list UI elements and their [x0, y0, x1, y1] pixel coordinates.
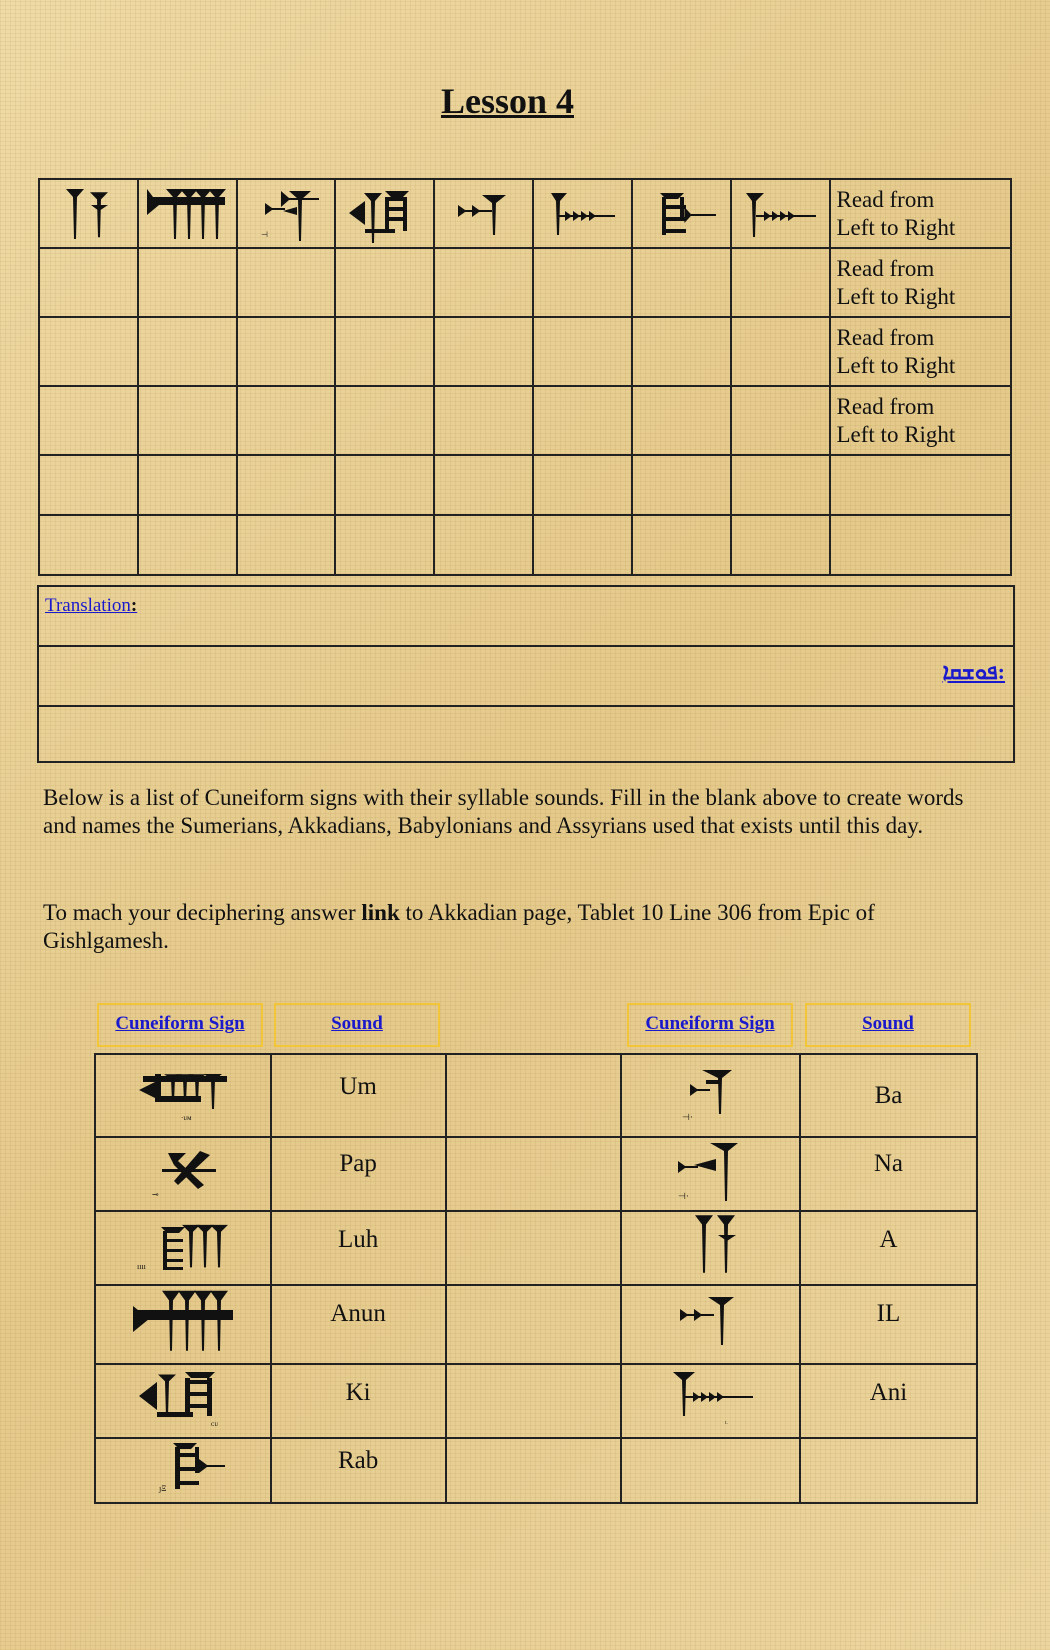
- header-sound-left[interactable]: Sound: [274, 1003, 440, 1047]
- grid-cell-blank[interactable]: [632, 386, 731, 455]
- instructions-paragraph: Below is a list of Cuneiform signs with their syllable sounds. Fill in the blank above to create words and names the Sumerians, Akkadians, Babylonians and Assyrians used that exists until this day.: [43, 785, 964, 838]
- grid-cell-blank[interactable]: [138, 248, 237, 317]
- grid-cell-blank[interactable]: [731, 248, 830, 317]
- grid-cell-blank[interactable]: [138, 317, 237, 386]
- sign-cell: [95, 1211, 271, 1285]
- grid-cell-blank[interactable]: [39, 515, 138, 575]
- header-cuneiform-sign-right[interactable]: Cuneiform Sign: [627, 1003, 793, 1047]
- um-sign-icon: [135, 1060, 231, 1124]
- grid-cell-blank[interactable]: [434, 515, 533, 575]
- grid-cell-sign: [39, 179, 138, 248]
- grid-cell-sign: [632, 179, 731, 248]
- sign-cell: [621, 1364, 800, 1438]
- grid-cell-blank[interactable]: [533, 386, 632, 455]
- translation-colon: :: [130, 595, 138, 616]
- grid-cell-blank[interactable]: [632, 515, 731, 575]
- grid-cell-blank[interactable]: [533, 248, 632, 317]
- page-title: Lesson 4: [440, 81, 575, 121]
- sound-cell: Luh: [271, 1211, 446, 1285]
- translation-row[interactable]: [39, 585, 1013, 645]
- grid-cell-blank[interactable]: [237, 248, 336, 317]
- grid-row: [39, 455, 1011, 515]
- ani-sign-icon: [547, 185, 617, 243]
- ani-sign-icon: [742, 185, 818, 243]
- sound-cell-empty: [800, 1438, 977, 1503]
- grid-cell-blank[interactable]: [632, 317, 731, 386]
- table-row: [95, 1137, 977, 1211]
- sign-cell: [95, 1285, 271, 1364]
- grid-cell-blank[interactable]: [138, 515, 237, 575]
- grid-row: [39, 248, 1011, 317]
- spacer-cell: [446, 1364, 621, 1438]
- sign-cell: [95, 1438, 271, 1503]
- read-direction-label: [830, 386, 1012, 455]
- sound-cell: A: [800, 1211, 977, 1285]
- sound-cell: Pap: [271, 1137, 446, 1211]
- anun-sign-icon: [131, 1286, 235, 1356]
- translation-answer-row[interactable]: [39, 705, 1013, 761]
- il-sign-icon: [454, 185, 514, 243]
- grid-cell-blank[interactable]: [731, 386, 830, 455]
- sign-cell: [95, 1137, 271, 1211]
- svg-text:⊣·: ⊣·: [678, 1190, 690, 1201]
- grid-cell-sign: [434, 179, 533, 248]
- grid-cell-blank[interactable]: [830, 515, 1012, 575]
- grid-cell-blank[interactable]: [237, 386, 336, 455]
- sound-cell: Ki: [271, 1364, 446, 1438]
- read-line-2: Left to Right: [836, 283, 956, 309]
- table-row: [95, 1285, 977, 1364]
- syriac-translation-label[interactable]: :ܦܘܫܩܐ: [942, 659, 1005, 684]
- read-line-2: Left to Right: [836, 214, 956, 240]
- translation-link[interactable]: Translation: [45, 595, 131, 616]
- grid-cell-sign: [237, 179, 336, 248]
- pap-sign-icon: [138, 1141, 228, 1201]
- sign-cell: [95, 1364, 271, 1438]
- table-row: [95, 1364, 977, 1438]
- grid-cell-blank[interactable]: [335, 317, 434, 386]
- grid-cell-blank[interactable]: [533, 515, 632, 575]
- read-line-1: Read from: [836, 255, 935, 281]
- grid-cell-blank[interactable]: [39, 248, 138, 317]
- grid-cell-blank[interactable]: [632, 248, 731, 317]
- grid-row: [39, 317, 1011, 386]
- grid-cell-sign: [335, 179, 434, 248]
- grid-cell-blank[interactable]: [237, 317, 336, 386]
- grid-cell-blank[interactable]: [533, 317, 632, 386]
- spacer-cell: [446, 1438, 621, 1503]
- spacer-cell: [446, 1054, 621, 1137]
- sign-cell-empty: [621, 1438, 800, 1503]
- svg-text:⊸: ⊸: [151, 1189, 159, 1199]
- grid-cell-blank[interactable]: [39, 317, 138, 386]
- svg-text:·ᴜᴍ: ·ᴜᴍ: [180, 1114, 192, 1122]
- a-sign-icon: [670, 1213, 750, 1277]
- grid-cell-sign: [138, 179, 237, 248]
- grid-cell-sign: [533, 179, 632, 248]
- header-sound-right[interactable]: Sound: [805, 1003, 971, 1047]
- svg-text:ȷΞ: ȷΞ: [158, 1484, 167, 1493]
- read-line-1: Read from: [836, 186, 935, 212]
- grid-cell-blank[interactable]: [335, 455, 434, 515]
- grid-cell-blank[interactable]: [237, 455, 336, 515]
- table-row: [95, 1211, 977, 1285]
- read-direction-label: [830, 317, 1012, 386]
- worksheet-grid: [38, 178, 1012, 576]
- grid-row: [39, 386, 1011, 455]
- grid-cell-blank[interactable]: [731, 455, 830, 515]
- spacer-cell: [446, 1137, 621, 1211]
- answer-link[interactable]: link: [361, 900, 400, 925]
- grid-cell-blank[interactable]: [335, 386, 434, 455]
- sound-cell: IL: [800, 1285, 977, 1364]
- sound-cell: Ani: [800, 1364, 977, 1438]
- sign-cell: [621, 1285, 800, 1364]
- translation-box: [37, 585, 1015, 763]
- spacer-cell: [446, 1211, 621, 1285]
- sound-cell: Ba: [800, 1054, 977, 1137]
- grid-cell-blank[interactable]: [434, 386, 533, 455]
- ba-sign-icon: [670, 1060, 750, 1124]
- rab-sign-icon: [133, 1439, 233, 1495]
- sign-cell: [95, 1054, 271, 1137]
- ki-sign-icon: [133, 1366, 233, 1430]
- grid-row: [39, 515, 1011, 575]
- sound-cell: Rab: [271, 1438, 446, 1503]
- grid-cell-blank[interactable]: [731, 317, 830, 386]
- read-line-1: Read from: [836, 324, 935, 350]
- rab-sign-icon: [646, 185, 716, 243]
- sign-cell: [621, 1054, 800, 1137]
- na-sign-icon: [253, 185, 319, 243]
- grid-cell-blank[interactable]: [138, 455, 237, 515]
- svg-text:ıııı: ıııı: [136, 1261, 146, 1271]
- grid-cell-blank[interactable]: [731, 515, 830, 575]
- sign-sound-table: [94, 1053, 978, 1504]
- sign-cell: [621, 1137, 800, 1211]
- answer-link-paragraph: [43, 899, 993, 955]
- ki-sign-icon: [347, 185, 423, 243]
- il-sign-icon: [670, 1291, 750, 1351]
- grid-cell-blank[interactable]: [237, 515, 336, 575]
- grid-cell-blank[interactable]: [830, 455, 1012, 515]
- sign-cell: [621, 1211, 800, 1285]
- read-direction-label: [830, 248, 1012, 317]
- anun-sign-icon: [145, 185, 229, 243]
- answer-text-after: to Akkadian page, Tablet 10 Line 306 from Epic of Gishlgamesh.: [43, 900, 875, 953]
- svg-text:⊣: ⊣: [261, 229, 268, 239]
- syriac-translation-row[interactable]: [39, 645, 1013, 705]
- luh-sign-icon: [133, 1213, 233, 1277]
- sound-cell: Anun: [271, 1285, 446, 1364]
- grid-cell-blank[interactable]: [335, 248, 434, 317]
- grid-cell-blank[interactable]: [138, 386, 237, 455]
- svg-text:ᴸ: ᴸ: [725, 1419, 728, 1428]
- grid-cell-blank[interactable]: [39, 455, 138, 515]
- grid-cell-blank[interactable]: [533, 455, 632, 515]
- read-direction-label: [830, 179, 1012, 248]
- read-line-2: Left to Right: [836, 421, 956, 447]
- svg-text:⊣·: ⊣·: [682, 1112, 694, 1122]
- grid-cell-blank[interactable]: [434, 455, 533, 515]
- read-line-1: Read from: [836, 393, 935, 419]
- grid-cell-blank[interactable]: [632, 455, 731, 515]
- na-sign-icon: [668, 1139, 752, 1203]
- read-line-2: Left to Right: [836, 352, 956, 378]
- svg-text:ᴄᴜ: ᴄᴜ: [210, 1419, 218, 1428]
- translation-label[interactable]: [45, 595, 137, 617]
- grid-row: [39, 179, 1011, 248]
- a-sign-icon: [58, 185, 118, 243]
- answer-text-before: To mach your deciphering answer: [43, 900, 362, 925]
- sound-cell: Um: [271, 1054, 446, 1137]
- grid-cell-sign: [731, 179, 830, 248]
- grid-cell-blank[interactable]: [434, 317, 533, 386]
- table-row: [95, 1054, 977, 1137]
- grid-cell-blank[interactable]: [434, 248, 533, 317]
- table-row: [95, 1438, 977, 1503]
- sound-cell: Na: [800, 1137, 977, 1211]
- spacer-cell: [446, 1285, 621, 1364]
- grid-cell-blank[interactable]: [335, 515, 434, 575]
- header-cuneiform-sign-left[interactable]: Cuneiform Sign: [97, 1003, 263, 1047]
- ani-sign-icon: [665, 1366, 755, 1430]
- grid-cell-blank[interactable]: [39, 386, 138, 455]
